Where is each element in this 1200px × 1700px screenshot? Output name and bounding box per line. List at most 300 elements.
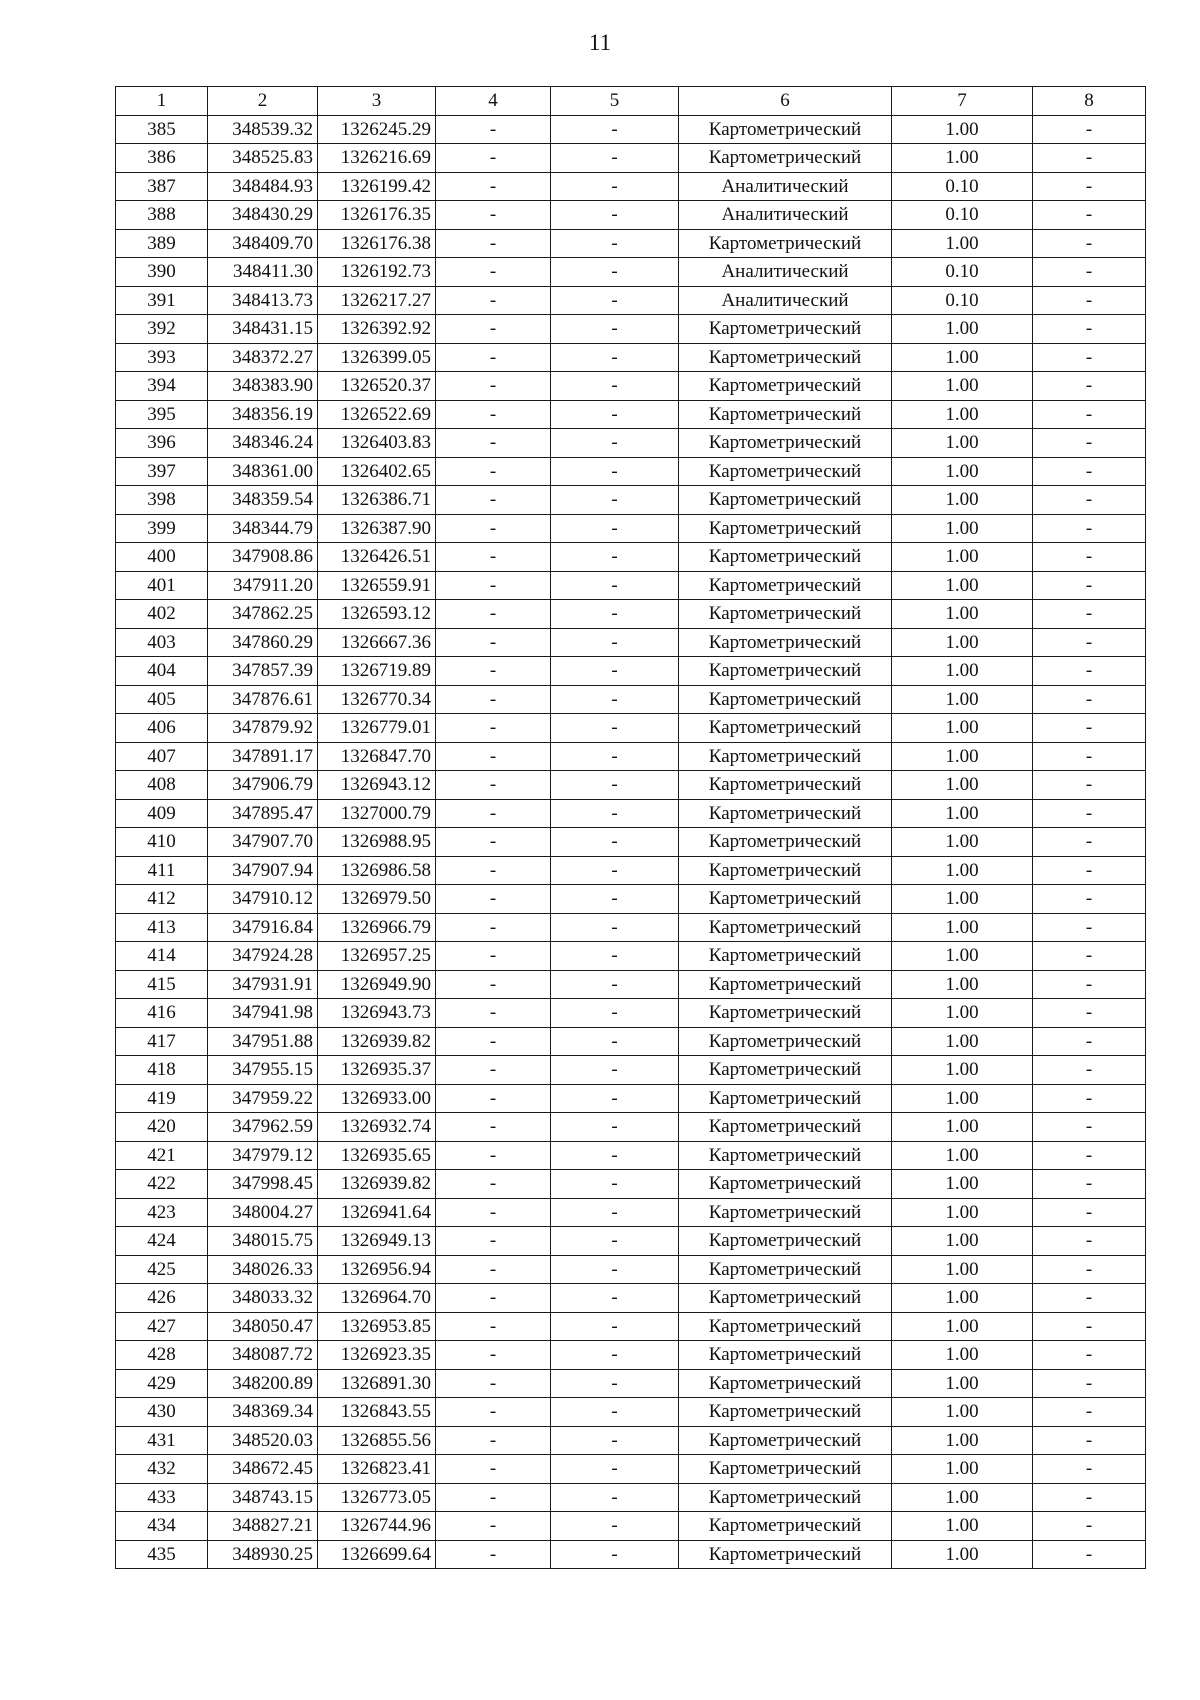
table-row bbox=[116, 799, 1146, 828]
point-number-cell: 423 bbox=[116, 1198, 208, 1227]
col8-cell: - bbox=[1033, 514, 1146, 543]
col8-cell: - bbox=[1033, 885, 1146, 914]
col5-cell: - bbox=[551, 999, 679, 1028]
method-cell: Картометрический bbox=[679, 1540, 892, 1569]
accuracy-cell: 1.00 bbox=[892, 1027, 1033, 1056]
y-coordinate-cell: 1326245.29 bbox=[318, 115, 436, 144]
y-coordinate-cell: 1326779.01 bbox=[318, 714, 436, 743]
x-coordinate-cell: 347931.91 bbox=[208, 970, 318, 999]
table-row bbox=[116, 343, 1146, 372]
y-coordinate-cell: 1326426.51 bbox=[318, 543, 436, 572]
x-coordinate-cell: 347998.45 bbox=[208, 1170, 318, 1199]
col5-cell: - bbox=[551, 1512, 679, 1541]
table-row bbox=[116, 486, 1146, 515]
point-number-cell: 412 bbox=[116, 885, 208, 914]
method-cell: Картометрический bbox=[679, 514, 892, 543]
method-cell: Картометрический bbox=[679, 714, 892, 743]
y-coordinate-cell: 1326403.83 bbox=[318, 429, 436, 458]
col8-cell: - bbox=[1033, 600, 1146, 629]
col8-cell: - bbox=[1033, 1540, 1146, 1569]
col5-cell: - bbox=[551, 1170, 679, 1199]
x-coordinate-cell: 347860.29 bbox=[208, 628, 318, 657]
col4-cell: - bbox=[436, 771, 551, 800]
method-cell: Картометрический bbox=[679, 1512, 892, 1541]
method-cell: Картометрический bbox=[679, 970, 892, 999]
col8-cell: - bbox=[1033, 771, 1146, 800]
method-cell: Картометрический bbox=[679, 571, 892, 600]
point-number-cell: 426 bbox=[116, 1284, 208, 1313]
col4-cell: - bbox=[436, 1426, 551, 1455]
x-coordinate-cell: 348743.15 bbox=[208, 1483, 318, 1512]
col4-cell: - bbox=[436, 172, 551, 201]
accuracy-cell: 1.00 bbox=[892, 600, 1033, 629]
point-number-cell: 388 bbox=[116, 201, 208, 230]
col8-cell: - bbox=[1033, 628, 1146, 657]
table-row bbox=[116, 1141, 1146, 1170]
y-coordinate-cell: 1326199.42 bbox=[318, 172, 436, 201]
col8-cell: - bbox=[1033, 486, 1146, 515]
y-coordinate-cell: 1326667.36 bbox=[318, 628, 436, 657]
point-number-cell: 394 bbox=[116, 372, 208, 401]
accuracy-cell: 1.00 bbox=[892, 999, 1033, 1028]
point-number-cell: 395 bbox=[116, 400, 208, 429]
accuracy-cell: 1.00 bbox=[892, 1227, 1033, 1256]
table-row bbox=[116, 115, 1146, 144]
method-cell: Картометрический bbox=[679, 1170, 892, 1199]
y-coordinate-cell: 1326932.74 bbox=[318, 1113, 436, 1142]
accuracy-cell: 1.00 bbox=[892, 1255, 1033, 1284]
col8-cell: - bbox=[1033, 1341, 1146, 1370]
col8-cell: - bbox=[1033, 1227, 1146, 1256]
col4-cell: - bbox=[436, 457, 551, 486]
col4-cell: - bbox=[436, 1255, 551, 1284]
col5-cell: - bbox=[551, 172, 679, 201]
y-coordinate-cell: 1326935.65 bbox=[318, 1141, 436, 1170]
y-coordinate-cell: 1326933.00 bbox=[318, 1084, 436, 1113]
col4-cell: - bbox=[436, 400, 551, 429]
method-cell: Картометрический bbox=[679, 1398, 892, 1427]
table-row bbox=[116, 201, 1146, 230]
method-cell: Картометрический bbox=[679, 457, 892, 486]
col5-cell: - bbox=[551, 828, 679, 857]
table-row bbox=[116, 400, 1146, 429]
accuracy-cell: 1.00 bbox=[892, 400, 1033, 429]
y-coordinate-cell: 1326941.64 bbox=[318, 1198, 436, 1227]
y-coordinate-cell: 1326823.41 bbox=[318, 1455, 436, 1484]
col4-cell: - bbox=[436, 1284, 551, 1313]
method-cell: Картометрический bbox=[679, 856, 892, 885]
col4-cell: - bbox=[436, 286, 551, 315]
col5-cell: - bbox=[551, 1255, 679, 1284]
point-number-cell: 418 bbox=[116, 1056, 208, 1085]
accuracy-cell: 1.00 bbox=[892, 115, 1033, 144]
col5-cell: - bbox=[551, 343, 679, 372]
method-cell: Картометрический bbox=[679, 913, 892, 942]
x-coordinate-cell: 348033.32 bbox=[208, 1284, 318, 1313]
method-cell: Аналитический bbox=[679, 201, 892, 230]
col4-cell: - bbox=[436, 628, 551, 657]
table-row bbox=[116, 828, 1146, 857]
y-coordinate-cell: 1326988.95 bbox=[318, 828, 436, 857]
col4-cell: - bbox=[436, 1312, 551, 1341]
method-cell: Картометрический bbox=[679, 229, 892, 258]
col5-cell: - bbox=[551, 457, 679, 486]
y-coordinate-cell: 1326953.85 bbox=[318, 1312, 436, 1341]
accuracy-cell: 1.00 bbox=[892, 486, 1033, 515]
method-cell: Картометрический bbox=[679, 1426, 892, 1455]
y-coordinate-cell: 1326216.69 bbox=[318, 144, 436, 173]
y-coordinate-cell: 1326699.64 bbox=[318, 1540, 436, 1569]
point-number-cell: 385 bbox=[116, 115, 208, 144]
point-number-cell: 405 bbox=[116, 685, 208, 714]
col4-cell: - bbox=[436, 856, 551, 885]
table-row bbox=[116, 372, 1146, 401]
col4-cell: - bbox=[436, 685, 551, 714]
method-cell: Картометрический bbox=[679, 999, 892, 1028]
x-coordinate-cell: 348930.25 bbox=[208, 1540, 318, 1569]
y-coordinate-cell: 1326402.65 bbox=[318, 457, 436, 486]
column-header-5: 5 bbox=[551, 87, 679, 116]
x-coordinate-cell: 348200.89 bbox=[208, 1369, 318, 1398]
col5-cell: - bbox=[551, 372, 679, 401]
y-coordinate-cell: 1326979.50 bbox=[318, 885, 436, 914]
x-coordinate-cell: 348484.93 bbox=[208, 172, 318, 201]
y-coordinate-cell: 1326176.38 bbox=[318, 229, 436, 258]
col5-cell: - bbox=[551, 942, 679, 971]
point-number-cell: 389 bbox=[116, 229, 208, 258]
col4-cell: - bbox=[436, 1084, 551, 1113]
point-number-cell: 407 bbox=[116, 742, 208, 771]
col4-cell: - bbox=[436, 742, 551, 771]
accuracy-cell: 1.00 bbox=[892, 742, 1033, 771]
x-coordinate-cell: 348361.00 bbox=[208, 457, 318, 486]
page-number: 11 bbox=[588, 30, 612, 55]
col8-cell: - bbox=[1033, 1369, 1146, 1398]
accuracy-cell: 1.00 bbox=[892, 543, 1033, 572]
x-coordinate-cell: 348344.79 bbox=[208, 514, 318, 543]
col4-cell: - bbox=[436, 144, 551, 173]
y-coordinate-cell: 1326943.73 bbox=[318, 999, 436, 1028]
table-row bbox=[116, 970, 1146, 999]
method-cell: Аналитический bbox=[679, 172, 892, 201]
col8-cell: - bbox=[1033, 258, 1146, 287]
method-cell: Картометрический bbox=[679, 1483, 892, 1512]
accuracy-cell: 1.00 bbox=[892, 1284, 1033, 1313]
col5-cell: - bbox=[551, 685, 679, 714]
table-row bbox=[116, 1426, 1146, 1455]
table-row bbox=[116, 657, 1146, 686]
method-cell: Картометрический bbox=[679, 1341, 892, 1370]
table-header bbox=[116, 87, 1146, 116]
col4-cell: - bbox=[436, 600, 551, 629]
accuracy-cell: 1.00 bbox=[892, 343, 1033, 372]
point-number-cell: 427 bbox=[116, 1312, 208, 1341]
col8-cell: - bbox=[1033, 429, 1146, 458]
table-row bbox=[116, 286, 1146, 315]
x-coordinate-cell: 347879.92 bbox=[208, 714, 318, 743]
col5-cell: - bbox=[551, 514, 679, 543]
point-number-cell: 416 bbox=[116, 999, 208, 1028]
y-coordinate-cell: 1326957.25 bbox=[318, 942, 436, 971]
col4-cell: - bbox=[436, 1512, 551, 1541]
point-number-cell: 431 bbox=[116, 1426, 208, 1455]
col8-cell: - bbox=[1033, 343, 1146, 372]
table-row bbox=[116, 457, 1146, 486]
col5-cell: - bbox=[551, 1141, 679, 1170]
col5-cell: - bbox=[551, 970, 679, 999]
accuracy-cell: 1.00 bbox=[892, 229, 1033, 258]
point-number-cell: 387 bbox=[116, 172, 208, 201]
table-row bbox=[116, 1540, 1146, 1569]
x-coordinate-cell: 348539.32 bbox=[208, 115, 318, 144]
method-cell: Картометрический bbox=[679, 400, 892, 429]
x-coordinate-cell: 348525.83 bbox=[208, 144, 318, 173]
x-coordinate-cell: 348015.75 bbox=[208, 1227, 318, 1256]
method-cell: Картометрический bbox=[679, 315, 892, 344]
table-row bbox=[116, 1255, 1146, 1284]
y-coordinate-cell: 1326392.92 bbox=[318, 315, 436, 344]
col5-cell: - bbox=[551, 571, 679, 600]
x-coordinate-cell: 348827.21 bbox=[208, 1512, 318, 1541]
accuracy-cell: 1.00 bbox=[892, 315, 1033, 344]
col8-cell: - bbox=[1033, 1141, 1146, 1170]
col5-cell: - bbox=[551, 1284, 679, 1313]
col4-cell: - bbox=[436, 115, 551, 144]
x-coordinate-cell: 347876.61 bbox=[208, 685, 318, 714]
col8-cell: - bbox=[1033, 543, 1146, 572]
col4-cell: - bbox=[436, 1170, 551, 1199]
col4-cell: - bbox=[436, 429, 551, 458]
col8-cell: - bbox=[1033, 400, 1146, 429]
accuracy-cell: 1.00 bbox=[892, 1398, 1033, 1427]
point-number-cell: 417 bbox=[116, 1027, 208, 1056]
col8-cell: - bbox=[1033, 1084, 1146, 1113]
method-cell: Картометрический bbox=[679, 1255, 892, 1284]
point-number-cell: 419 bbox=[116, 1084, 208, 1113]
col5-cell: - bbox=[551, 856, 679, 885]
table-row bbox=[116, 913, 1146, 942]
x-coordinate-cell: 348672.45 bbox=[208, 1455, 318, 1484]
y-coordinate-cell: 1326939.82 bbox=[318, 1170, 436, 1199]
method-cell: Картометрический bbox=[679, 1198, 892, 1227]
y-coordinate-cell: 1326843.55 bbox=[318, 1398, 436, 1427]
col4-cell: - bbox=[436, 714, 551, 743]
y-coordinate-cell: 1326943.12 bbox=[318, 771, 436, 800]
col8-cell: - bbox=[1033, 742, 1146, 771]
table-row bbox=[116, 543, 1146, 572]
accuracy-cell: 1.00 bbox=[892, 1426, 1033, 1455]
col4-cell: - bbox=[436, 1113, 551, 1142]
method-cell: Картометрический bbox=[679, 486, 892, 515]
table-body bbox=[116, 115, 1146, 1569]
y-coordinate-cell: 1326773.05 bbox=[318, 1483, 436, 1512]
col5-cell: - bbox=[551, 1227, 679, 1256]
col8-cell: - bbox=[1033, 1027, 1146, 1056]
table-row bbox=[116, 258, 1146, 287]
method-cell: Картометрический bbox=[679, 1369, 892, 1398]
method-cell: Картометрический bbox=[679, 1312, 892, 1341]
col5-cell: - bbox=[551, 628, 679, 657]
x-coordinate-cell: 348026.33 bbox=[208, 1255, 318, 1284]
table-row bbox=[116, 429, 1146, 458]
col4-cell: - bbox=[436, 258, 551, 287]
col4-cell: - bbox=[436, 999, 551, 1028]
x-coordinate-cell: 347962.59 bbox=[208, 1113, 318, 1142]
col4-cell: - bbox=[436, 1027, 551, 1056]
col8-cell: - bbox=[1033, 1483, 1146, 1512]
table-row bbox=[116, 1027, 1146, 1056]
col8-cell: - bbox=[1033, 457, 1146, 486]
point-number-cell: 404 bbox=[116, 657, 208, 686]
col5-cell: - bbox=[551, 1455, 679, 1484]
col5-cell: - bbox=[551, 486, 679, 515]
col4-cell: - bbox=[436, 571, 551, 600]
x-coordinate-cell: 348431.15 bbox=[208, 315, 318, 344]
point-number-cell: 392 bbox=[116, 315, 208, 344]
col4-cell: - bbox=[436, 1455, 551, 1484]
col8-cell: - bbox=[1033, 999, 1146, 1028]
y-coordinate-cell: 1326891.30 bbox=[318, 1369, 436, 1398]
col5-cell: - bbox=[551, 1084, 679, 1113]
method-cell: Картометрический bbox=[679, 628, 892, 657]
table-row bbox=[116, 229, 1146, 258]
y-coordinate-cell: 1326522.69 bbox=[318, 400, 436, 429]
y-coordinate-cell: 1326399.05 bbox=[318, 343, 436, 372]
col5-cell: - bbox=[551, 799, 679, 828]
accuracy-cell: 1.00 bbox=[892, 1056, 1033, 1085]
point-number-cell: 430 bbox=[116, 1398, 208, 1427]
point-number-cell: 396 bbox=[116, 429, 208, 458]
x-coordinate-cell: 347895.47 bbox=[208, 799, 318, 828]
col4-cell: - bbox=[436, 315, 551, 344]
col4-cell: - bbox=[436, 343, 551, 372]
table-row bbox=[116, 1170, 1146, 1199]
col4-cell: - bbox=[436, 657, 551, 686]
method-cell: Картометрический bbox=[679, 144, 892, 173]
table-row bbox=[116, 685, 1146, 714]
col8-cell: - bbox=[1033, 1056, 1146, 1085]
col8-cell: - bbox=[1033, 1398, 1146, 1427]
point-number-cell: 411 bbox=[116, 856, 208, 885]
col4-cell: - bbox=[436, 970, 551, 999]
table-row bbox=[116, 714, 1146, 743]
col5-cell: - bbox=[551, 144, 679, 173]
y-coordinate-cell: 1326855.56 bbox=[318, 1426, 436, 1455]
column-header-4: 4 bbox=[436, 87, 551, 116]
point-number-cell: 413 bbox=[116, 913, 208, 942]
col8-cell: - bbox=[1033, 571, 1146, 600]
col5-cell: - bbox=[551, 657, 679, 686]
x-coordinate-cell: 348430.29 bbox=[208, 201, 318, 230]
col4-cell: - bbox=[436, 1398, 551, 1427]
col8-cell: - bbox=[1033, 799, 1146, 828]
accuracy-cell: 1.00 bbox=[892, 144, 1033, 173]
point-number-cell: 428 bbox=[116, 1341, 208, 1370]
col5-cell: - bbox=[551, 771, 679, 800]
col8-cell: - bbox=[1033, 229, 1146, 258]
accuracy-cell: 1.00 bbox=[892, 1512, 1033, 1541]
y-coordinate-cell: 1327000.79 bbox=[318, 799, 436, 828]
x-coordinate-cell: 347959.22 bbox=[208, 1084, 318, 1113]
method-cell: Картометрический bbox=[679, 1455, 892, 1484]
y-coordinate-cell: 1326956.94 bbox=[318, 1255, 436, 1284]
col8-cell: - bbox=[1033, 286, 1146, 315]
col5-cell: - bbox=[551, 1027, 679, 1056]
y-coordinate-cell: 1326949.90 bbox=[318, 970, 436, 999]
point-number-cell: 390 bbox=[116, 258, 208, 287]
x-coordinate-cell: 348369.34 bbox=[208, 1398, 318, 1427]
x-coordinate-cell: 347911.20 bbox=[208, 571, 318, 600]
method-cell: Картометрический bbox=[679, 1227, 892, 1256]
col8-cell: - bbox=[1033, 1170, 1146, 1199]
col5-cell: - bbox=[551, 1056, 679, 1085]
method-cell: Картометрический bbox=[679, 543, 892, 572]
y-coordinate-cell: 1326770.34 bbox=[318, 685, 436, 714]
point-number-cell: 406 bbox=[116, 714, 208, 743]
x-coordinate-cell: 347941.98 bbox=[208, 999, 318, 1028]
table-row bbox=[116, 999, 1146, 1028]
col5-cell: - bbox=[551, 1398, 679, 1427]
column-header-2: 2 bbox=[208, 87, 318, 116]
accuracy-cell: 1.00 bbox=[892, 885, 1033, 914]
table-row bbox=[116, 942, 1146, 971]
col5-cell: - bbox=[551, 885, 679, 914]
table-row bbox=[116, 315, 1146, 344]
column-header-7: 7 bbox=[892, 87, 1033, 116]
accuracy-cell: 1.00 bbox=[892, 429, 1033, 458]
x-coordinate-cell: 347979.12 bbox=[208, 1141, 318, 1170]
y-coordinate-cell: 1326387.90 bbox=[318, 514, 436, 543]
x-coordinate-cell: 348087.72 bbox=[208, 1341, 318, 1370]
x-coordinate-cell: 348004.27 bbox=[208, 1198, 318, 1227]
method-cell: Картометрический bbox=[679, 771, 892, 800]
y-coordinate-cell: 1326964.70 bbox=[318, 1284, 436, 1313]
accuracy-cell: 1.00 bbox=[892, 1312, 1033, 1341]
column-header-1: 1 bbox=[116, 87, 208, 116]
point-number-cell: 432 bbox=[116, 1455, 208, 1484]
method-cell: Картометрический bbox=[679, 429, 892, 458]
col8-cell: - bbox=[1033, 856, 1146, 885]
accuracy-cell: 1.00 bbox=[892, 1084, 1033, 1113]
method-cell: Картометрический bbox=[679, 1284, 892, 1313]
point-number-cell: 391 bbox=[116, 286, 208, 315]
col4-cell: - bbox=[436, 1483, 551, 1512]
x-coordinate-cell: 347910.12 bbox=[208, 885, 318, 914]
y-coordinate-cell: 1326217.27 bbox=[318, 286, 436, 315]
method-cell: Картометрический bbox=[679, 115, 892, 144]
x-coordinate-cell: 347955.15 bbox=[208, 1056, 318, 1085]
col4-cell: - bbox=[436, 486, 551, 515]
col4-cell: - bbox=[436, 1056, 551, 1085]
y-coordinate-cell: 1326923.35 bbox=[318, 1341, 436, 1370]
x-coordinate-cell: 348359.54 bbox=[208, 486, 318, 515]
y-coordinate-cell: 1326939.82 bbox=[318, 1027, 436, 1056]
col8-cell: - bbox=[1033, 144, 1146, 173]
x-coordinate-cell: 347907.70 bbox=[208, 828, 318, 857]
col5-cell: - bbox=[551, 1483, 679, 1512]
accuracy-cell: 1.00 bbox=[892, 1141, 1033, 1170]
col5-cell: - bbox=[551, 1312, 679, 1341]
col5-cell: - bbox=[551, 1540, 679, 1569]
y-coordinate-cell: 1326935.37 bbox=[318, 1056, 436, 1085]
col5-cell: - bbox=[551, 258, 679, 287]
accuracy-cell: 1.00 bbox=[892, 771, 1033, 800]
x-coordinate-cell: 348413.73 bbox=[208, 286, 318, 315]
accuracy-cell: 1.00 bbox=[892, 970, 1033, 999]
col5-cell: - bbox=[551, 429, 679, 458]
col5-cell: - bbox=[551, 913, 679, 942]
method-cell: Картометрический bbox=[679, 343, 892, 372]
